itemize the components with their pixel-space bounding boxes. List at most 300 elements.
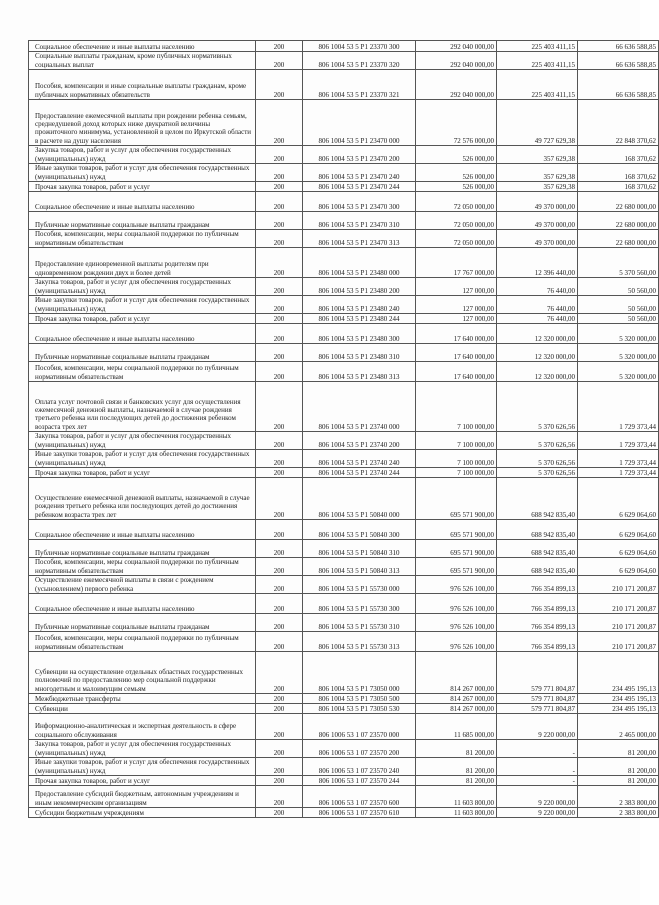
row-classification-code-cell: 806 1004 53 5 P1 55730 000 bbox=[303, 576, 416, 594]
row-name-cell bbox=[29, 324, 256, 344]
row-name-cell bbox=[29, 652, 256, 694]
row-name-text: Прочая закупка товаров, работ и услуг bbox=[35, 182, 150, 191]
row-approved-amount-cell: 17 640 000,00 bbox=[416, 362, 497, 382]
row-name-cell bbox=[29, 344, 256, 362]
row-line-code-cell: 200 bbox=[256, 314, 303, 324]
row-line-code-cell: 200 bbox=[256, 694, 303, 704]
row-classification-code-cell: 806 1004 53 5 P1 23370 321 bbox=[303, 70, 416, 100]
row-approved-amount-cell: 695 571 900,00 bbox=[416, 478, 497, 520]
row-unexecuted-amount-cell: 1 729 373,44 bbox=[578, 468, 659, 478]
row-approved-amount-cell: 976 526 100,00 bbox=[416, 576, 497, 594]
table-row bbox=[29, 758, 659, 776]
table-row bbox=[29, 704, 659, 714]
table-row bbox=[29, 786, 659, 808]
row-name-text: Закупка товаров, работ и услуг для обеспечения государственных (муниципальных) нужд bbox=[35, 740, 232, 757]
row-executed-amount-cell: 766 354 899,13 bbox=[497, 614, 578, 632]
row-executed-amount-cell: 49 370 000,00 bbox=[497, 192, 578, 212]
row-name-cell bbox=[29, 248, 256, 278]
table-row bbox=[29, 776, 659, 786]
table-row bbox=[29, 558, 659, 576]
row-name-text: Прочая закупка товаров, работ и услуг bbox=[35, 314, 150, 323]
row-unexecuted-amount-cell: 50 560,00 bbox=[578, 296, 659, 314]
row-unexecuted-amount-cell: 22 680 000,00 bbox=[578, 230, 659, 248]
row-approved-amount-cell: 81 200,00 bbox=[416, 758, 497, 776]
row-name-cell bbox=[29, 576, 256, 594]
row-executed-amount-cell: 579 771 804,87 bbox=[497, 694, 578, 704]
row-name-text: Предоставление субсидий бюджетным, автономным учреждениям и иным некоммерческим организациям bbox=[35, 790, 239, 807]
row-name-text: Социальное обеспечение и иные выплаты населению bbox=[35, 604, 195, 613]
row-unexecuted-amount-cell: 66 636 588,85 bbox=[578, 70, 659, 100]
row-executed-amount-cell: 12 396 440,00 bbox=[497, 248, 578, 278]
row-classification-code-cell: 806 1004 53 5 P1 23470 000 bbox=[303, 100, 416, 146]
row-executed-amount-cell: 5 370 626,56 bbox=[497, 382, 578, 432]
row-name-text: Закупка товаров, работ и услуг для обеспечения государственных (муниципальных) нужд bbox=[35, 146, 232, 163]
row-approved-amount-cell: 127 000,00 bbox=[416, 314, 497, 324]
row-unexecuted-amount-cell: 5 370 560,00 bbox=[578, 248, 659, 278]
row-executed-amount-cell: 225 403 411,15 bbox=[497, 70, 578, 100]
table-row bbox=[29, 146, 659, 164]
row-executed-amount-cell: 5 370 626,56 bbox=[497, 450, 578, 468]
row-classification-code-cell: 806 1004 53 5 P1 23480 310 bbox=[303, 344, 416, 362]
row-name-text: Осуществление ежемесячной выплаты в связи с рождением (усыновлением) первого ребенка bbox=[35, 576, 214, 593]
row-classification-code-cell: 806 1006 53 1 07 23570 244 bbox=[303, 776, 416, 786]
row-unexecuted-amount-cell: 210 171 200,87 bbox=[578, 614, 659, 632]
row-approved-amount-cell: 526 000,00 bbox=[416, 182, 497, 192]
row-name-cell bbox=[29, 740, 256, 758]
row-line-code-cell: 200 bbox=[256, 146, 303, 164]
row-classification-code-cell: 806 1004 53 5 P1 23470 313 bbox=[303, 230, 416, 248]
row-name-text: Публичные нормативные социальные выплаты гражданам bbox=[35, 622, 210, 631]
row-classification-code-cell: 806 1004 53 5 P1 23480 200 bbox=[303, 278, 416, 296]
table-row bbox=[29, 520, 659, 540]
row-executed-amount-cell: 76 440,00 bbox=[497, 314, 578, 324]
row-unexecuted-amount-cell: 168 370,62 bbox=[578, 182, 659, 192]
row-approved-amount-cell: 976 526 100,00 bbox=[416, 632, 497, 652]
row-approved-amount-cell: 814 267 000,00 bbox=[416, 652, 497, 694]
table-row bbox=[29, 182, 659, 192]
row-line-code-cell: 200 bbox=[256, 776, 303, 786]
row-line-code-cell: 200 bbox=[256, 540, 303, 558]
row-executed-amount-cell: 49 727 629,38 bbox=[497, 100, 578, 146]
row-name-text: Межбюджетные трансферты bbox=[35, 694, 121, 703]
row-name-text: Социальное обеспечение и иные выплаты населению bbox=[35, 334, 195, 343]
table-row bbox=[29, 324, 659, 344]
table-row bbox=[29, 432, 659, 450]
row-name-text: Пособия, компенсации, меры социальной поддержки по публичным нормативным обязательствам bbox=[35, 558, 239, 575]
row-line-code-cell: 200 bbox=[256, 632, 303, 652]
row-executed-amount-cell: 688 942 835,40 bbox=[497, 558, 578, 576]
row-unexecuted-amount-cell: 6 629 064,60 bbox=[578, 520, 659, 540]
row-name-cell bbox=[29, 41, 256, 52]
row-approved-amount-cell: 695 571 900,00 bbox=[416, 520, 497, 540]
row-name-cell bbox=[29, 212, 256, 230]
row-unexecuted-amount-cell: 81 200,00 bbox=[578, 758, 659, 776]
table-row bbox=[29, 540, 659, 558]
row-approved-amount-cell: 292 040 000,00 bbox=[416, 52, 497, 70]
row-classification-code-cell: 806 1004 53 5 P1 23740 000 bbox=[303, 382, 416, 432]
row-classification-code-cell: 806 1004 53 5 P1 23480 240 bbox=[303, 296, 416, 314]
row-executed-amount-cell: 688 942 835,40 bbox=[497, 540, 578, 558]
row-unexecuted-amount-cell: 1 729 373,44 bbox=[578, 382, 659, 432]
row-unexecuted-amount-cell: 2 383 800,00 bbox=[578, 786, 659, 808]
row-unexecuted-amount-cell: 5 320 000,00 bbox=[578, 324, 659, 344]
row-name-text: Закупка товаров, работ и услуг для обеспечения государственных (муниципальных) нужд bbox=[35, 278, 232, 295]
row-approved-amount-cell: 72 050 000,00 bbox=[416, 212, 497, 230]
row-executed-amount-cell: 76 440,00 bbox=[497, 296, 578, 314]
row-line-code-cell: 200 bbox=[256, 594, 303, 614]
row-name-cell bbox=[29, 786, 256, 808]
row-classification-code-cell: 806 1004 53 5 P1 23480 244 bbox=[303, 314, 416, 324]
row-unexecuted-amount-cell: 1 729 373,44 bbox=[578, 450, 659, 468]
row-approved-amount-cell: 526 000,00 bbox=[416, 164, 497, 182]
table-row bbox=[29, 652, 659, 694]
row-name-cell bbox=[29, 192, 256, 212]
row-line-code-cell: 200 bbox=[256, 41, 303, 52]
row-executed-amount-cell: 12 320 000,00 bbox=[497, 362, 578, 382]
row-executed-amount-cell: - bbox=[497, 740, 578, 758]
row-executed-amount-cell: 766 354 899,13 bbox=[497, 632, 578, 652]
row-name-cell bbox=[29, 296, 256, 314]
budget-execution-table bbox=[28, 40, 659, 818]
table-row bbox=[29, 740, 659, 758]
row-executed-amount-cell: 225 403 411,15 bbox=[497, 41, 578, 52]
row-classification-code-cell: 806 1004 53 5 P1 55730 300 bbox=[303, 594, 416, 614]
row-name-cell bbox=[29, 382, 256, 432]
row-approved-amount-cell: 72 576 000,00 bbox=[416, 100, 497, 146]
row-executed-amount-cell: 9 220 000,00 bbox=[497, 786, 578, 808]
table-row bbox=[29, 714, 659, 740]
row-line-code-cell: 200 bbox=[256, 278, 303, 296]
row-approved-amount-cell: 976 526 100,00 bbox=[416, 614, 497, 632]
row-name-cell bbox=[29, 694, 256, 704]
row-classification-code-cell: 806 1004 53 5 P1 23480 000 bbox=[303, 248, 416, 278]
row-name-text: Оплата услуг почтовой связи и банковских услуг для осуществления ежемесячной денежной выплаты, назначаемой в случае рождения третьего ребенка или последующих детей до достижения ребенком возраста трех лет bbox=[35, 397, 241, 431]
row-line-code-cell: 200 bbox=[256, 192, 303, 212]
row-unexecuted-amount-cell: 81 200,00 bbox=[578, 776, 659, 786]
row-classification-code-cell: 806 1004 53 5 P1 23370 300 bbox=[303, 41, 416, 52]
table-row bbox=[29, 192, 659, 212]
row-name-cell bbox=[29, 758, 256, 776]
row-executed-amount-cell: 766 354 899,13 bbox=[497, 594, 578, 614]
table-row bbox=[29, 362, 659, 382]
row-name-text: Субвенции bbox=[35, 704, 68, 713]
row-line-code-cell: 200 bbox=[256, 164, 303, 182]
row-classification-code-cell: 806 1004 53 5 P1 55730 310 bbox=[303, 614, 416, 632]
row-classification-code-cell: 806 1004 53 5 P1 73050 500 bbox=[303, 694, 416, 704]
table-row bbox=[29, 594, 659, 614]
row-approved-amount-cell: 814 267 000,00 bbox=[416, 704, 497, 714]
row-name-cell bbox=[29, 808, 256, 818]
row-executed-amount-cell: 9 220 000,00 bbox=[497, 808, 578, 818]
row-executed-amount-cell: 766 354 899,13 bbox=[497, 576, 578, 594]
row-line-code-cell: 200 bbox=[256, 614, 303, 632]
row-unexecuted-amount-cell: 66 636 588,85 bbox=[578, 52, 659, 70]
table-row bbox=[29, 100, 659, 146]
row-classification-code-cell: 806 1004 53 5 P1 23740 200 bbox=[303, 432, 416, 450]
row-executed-amount-cell: 579 771 804,87 bbox=[497, 652, 578, 694]
row-classification-code-cell: 806 1006 53 1 07 23570 610 bbox=[303, 808, 416, 818]
row-approved-amount-cell: 976 526 100,00 bbox=[416, 594, 497, 614]
row-line-code-cell: 200 bbox=[256, 230, 303, 248]
table-row bbox=[29, 576, 659, 594]
row-unexecuted-amount-cell: 6 629 064,60 bbox=[578, 558, 659, 576]
row-classification-code-cell: 806 1004 53 5 P1 50840 300 bbox=[303, 520, 416, 540]
table-row bbox=[29, 212, 659, 230]
row-name-text: Пособия, компенсации, меры социальной поддержки по публичным нормативным обязательствам bbox=[35, 364, 239, 381]
row-classification-code-cell: 806 1004 53 5 P1 50840 310 bbox=[303, 540, 416, 558]
table-row bbox=[29, 248, 659, 278]
row-executed-amount-cell: 12 320 000,00 bbox=[497, 324, 578, 344]
row-classification-code-cell: 806 1004 53 5 P1 23470 244 bbox=[303, 182, 416, 192]
row-unexecuted-amount-cell: 1 729 373,44 bbox=[578, 432, 659, 450]
row-unexecuted-amount-cell: 234 495 195,13 bbox=[578, 694, 659, 704]
row-name-text: Иные закупки товаров, работ и услуг для обеспечения государственных (муниципальных) нужд bbox=[35, 450, 250, 467]
row-approved-amount-cell: 81 200,00 bbox=[416, 740, 497, 758]
row-name-cell bbox=[29, 432, 256, 450]
table-row bbox=[29, 52, 659, 70]
row-line-code-cell: 200 bbox=[256, 182, 303, 192]
row-name-cell bbox=[29, 100, 256, 146]
row-approved-amount-cell: 127 000,00 bbox=[416, 296, 497, 314]
row-name-text: Публичные нормативные социальные выплаты гражданам bbox=[35, 352, 210, 361]
row-classification-code-cell: 806 1004 53 5 P1 73050 530 bbox=[303, 704, 416, 714]
row-approved-amount-cell: 72 050 000,00 bbox=[416, 230, 497, 248]
row-approved-amount-cell: 526 000,00 bbox=[416, 146, 497, 164]
row-name-text: Социальное обеспечение и иные выплаты населению bbox=[35, 530, 195, 539]
row-approved-amount-cell: 127 000,00 bbox=[416, 278, 497, 296]
row-name-cell bbox=[29, 704, 256, 714]
row-classification-code-cell: 806 1004 53 5 P1 23740 244 bbox=[303, 468, 416, 478]
row-name-cell bbox=[29, 614, 256, 632]
row-name-cell bbox=[29, 594, 256, 614]
table-row bbox=[29, 344, 659, 362]
row-approved-amount-cell: 7 100 000,00 bbox=[416, 382, 497, 432]
row-name-cell bbox=[29, 230, 256, 248]
row-approved-amount-cell: 11 685 000,00 bbox=[416, 714, 497, 740]
row-classification-code-cell: 806 1004 53 5 P1 23470 200 bbox=[303, 146, 416, 164]
table-row bbox=[29, 41, 659, 52]
row-approved-amount-cell: 72 050 000,00 bbox=[416, 192, 497, 212]
table-row bbox=[29, 382, 659, 432]
row-name-cell bbox=[29, 714, 256, 740]
row-line-code-cell: 200 bbox=[256, 344, 303, 362]
row-name-text: Иные закупки товаров, работ и услуг для обеспечения государственных (муниципальных) нужд bbox=[35, 164, 250, 181]
row-approved-amount-cell: 17 640 000,00 bbox=[416, 324, 497, 344]
row-line-code-cell: 200 bbox=[256, 576, 303, 594]
row-unexecuted-amount-cell: 22 680 000,00 bbox=[578, 212, 659, 230]
row-unexecuted-amount-cell: 22 680 000,00 bbox=[578, 192, 659, 212]
row-unexecuted-amount-cell: 6 629 064,60 bbox=[578, 540, 659, 558]
row-executed-amount-cell: 5 370 626,56 bbox=[497, 468, 578, 478]
row-unexecuted-amount-cell: 6 629 064,60 bbox=[578, 478, 659, 520]
row-line-code-cell: 200 bbox=[256, 324, 303, 344]
row-classification-code-cell: 806 1004 53 5 P1 55730 313 bbox=[303, 632, 416, 652]
row-line-code-cell: 200 bbox=[256, 808, 303, 818]
row-name-cell bbox=[29, 478, 256, 520]
row-line-code-cell: 200 bbox=[256, 520, 303, 540]
row-classification-code-cell: 806 1004 53 5 P1 50840 313 bbox=[303, 558, 416, 576]
row-unexecuted-amount-cell: 168 370,62 bbox=[578, 146, 659, 164]
row-name-cell bbox=[29, 164, 256, 182]
row-name-cell bbox=[29, 558, 256, 576]
row-line-code-cell: 200 bbox=[256, 740, 303, 758]
row-line-code-cell: 200 bbox=[256, 212, 303, 230]
row-name-text: Прочая закупка товаров, работ и услуг bbox=[35, 776, 150, 785]
row-line-code-cell: 200 bbox=[256, 70, 303, 100]
row-line-code-cell: 200 bbox=[256, 100, 303, 146]
row-name-cell bbox=[29, 776, 256, 786]
row-unexecuted-amount-cell: 5 320 000,00 bbox=[578, 344, 659, 362]
row-unexecuted-amount-cell: 22 848 370,62 bbox=[578, 100, 659, 146]
row-classification-code-cell: 806 1004 53 5 P1 23470 300 bbox=[303, 192, 416, 212]
row-name-text: Предоставление единовременной выплаты родителям при одновременном рождении двух и более детей bbox=[35, 260, 209, 277]
row-line-code-cell: 200 bbox=[256, 450, 303, 468]
row-name-text: Социальные выплаты гражданам, кроме публичных нормативных социальных выплат bbox=[35, 52, 232, 69]
row-classification-code-cell: 806 1006 53 1 07 23570 200 bbox=[303, 740, 416, 758]
row-classification-code-cell: 806 1004 53 5 P1 23470 310 bbox=[303, 212, 416, 230]
row-unexecuted-amount-cell: 210 171 200,87 bbox=[578, 576, 659, 594]
row-approved-amount-cell: 695 571 900,00 bbox=[416, 558, 497, 576]
row-name-cell bbox=[29, 362, 256, 382]
row-approved-amount-cell: 814 267 000,00 bbox=[416, 694, 497, 704]
row-name-cell bbox=[29, 146, 256, 164]
row-line-code-cell: 200 bbox=[256, 478, 303, 520]
row-executed-amount-cell: - bbox=[497, 776, 578, 786]
row-executed-amount-cell: 357 629,38 bbox=[497, 182, 578, 192]
row-executed-amount-cell: 49 370 000,00 bbox=[497, 230, 578, 248]
row-name-cell bbox=[29, 468, 256, 478]
row-classification-code-cell: 806 1004 53 5 P1 50840 000 bbox=[303, 478, 416, 520]
row-name-text: Публичные нормативные социальные выплаты гражданам bbox=[35, 548, 210, 557]
row-approved-amount-cell: 292 040 000,00 bbox=[416, 70, 497, 100]
row-name-text: Осуществление ежемесячной денежной выплаты, назначаемой в случае рождения третьего ребенка или последующих детей до достижения ребенком возраста трех лет bbox=[35, 494, 250, 519]
row-name-text: Субсидии бюджетным учреждениям bbox=[35, 808, 144, 817]
row-name-cell bbox=[29, 278, 256, 296]
row-line-code-cell: 200 bbox=[256, 52, 303, 70]
row-name-text: Пособия, компенсации, меры социальной поддержки по публичным нормативным обязательствам bbox=[35, 230, 239, 247]
row-line-code-cell: 200 bbox=[256, 714, 303, 740]
row-unexecuted-amount-cell: 50 560,00 bbox=[578, 278, 659, 296]
row-name-cell bbox=[29, 182, 256, 192]
table-row bbox=[29, 632, 659, 652]
row-approved-amount-cell: 17 640 000,00 bbox=[416, 344, 497, 362]
row-classification-code-cell: 806 1006 53 1 07 23570 000 bbox=[303, 714, 416, 740]
row-approved-amount-cell: 7 100 000,00 bbox=[416, 450, 497, 468]
row-executed-amount-cell: 225 403 411,15 bbox=[497, 52, 578, 70]
table-row bbox=[29, 296, 659, 314]
row-name-cell bbox=[29, 520, 256, 540]
row-name-text: Иные закупки товаров, работ и услуг для обеспечения государственных (муниципальных) нужд bbox=[35, 758, 250, 775]
row-executed-amount-cell: 12 320 000,00 bbox=[497, 344, 578, 362]
row-line-code-cell: 200 bbox=[256, 558, 303, 576]
row-unexecuted-amount-cell: 210 171 200,87 bbox=[578, 594, 659, 614]
row-unexecuted-amount-cell: 5 320 000,00 bbox=[578, 362, 659, 382]
row-unexecuted-amount-cell: 2 383 800,00 bbox=[578, 808, 659, 818]
table-row bbox=[29, 478, 659, 520]
row-unexecuted-amount-cell: 234 495 195,13 bbox=[578, 652, 659, 694]
row-executed-amount-cell: 49 370 000,00 bbox=[497, 212, 578, 230]
row-executed-amount-cell: 357 629,38 bbox=[497, 164, 578, 182]
table-row bbox=[29, 614, 659, 632]
row-classification-code-cell: 806 1004 53 5 P1 23480 300 bbox=[303, 324, 416, 344]
table-row bbox=[29, 468, 659, 478]
table-row bbox=[29, 694, 659, 704]
row-name-text: Предоставление ежемесячной выплаты при рождении ребенка семьям, среднедушевой доход которых ниже двукратной величины прожиточного минимума, установленной в целом по Иркутской области в расчете на душу населения bbox=[35, 111, 252, 145]
table-body bbox=[29, 41, 659, 818]
row-unexecuted-amount-cell: 2 465 000,00 bbox=[578, 714, 659, 740]
row-classification-code-cell: 806 1004 53 5 P1 23470 240 bbox=[303, 164, 416, 182]
row-classification-code-cell: 806 1004 53 5 P1 23740 240 bbox=[303, 450, 416, 468]
row-unexecuted-amount-cell: 234 495 195,13 bbox=[578, 704, 659, 714]
row-line-code-cell: 200 bbox=[256, 786, 303, 808]
row-name-cell bbox=[29, 632, 256, 652]
row-line-code-cell: 200 bbox=[256, 382, 303, 432]
row-executed-amount-cell: 688 942 835,40 bbox=[497, 520, 578, 540]
row-approved-amount-cell: 11 603 800,00 bbox=[416, 786, 497, 808]
row-name-text: Иные закупки товаров, работ и услуг для обеспечения государственных (муниципальных) нужд bbox=[35, 296, 250, 313]
table-row bbox=[29, 230, 659, 248]
table-row bbox=[29, 70, 659, 100]
row-approved-amount-cell: 695 571 900,00 bbox=[416, 540, 497, 558]
row-unexecuted-amount-cell: 50 560,00 bbox=[578, 314, 659, 324]
table-row bbox=[29, 314, 659, 324]
row-classification-code-cell: 806 1004 53 5 P1 73050 000 bbox=[303, 652, 416, 694]
row-line-code-cell: 200 bbox=[256, 362, 303, 382]
row-approved-amount-cell: 11 603 800,00 bbox=[416, 808, 497, 818]
row-unexecuted-amount-cell: 66 636 588,85 bbox=[578, 41, 659, 52]
row-executed-amount-cell: - bbox=[497, 758, 578, 776]
row-executed-amount-cell: 579 771 804,87 bbox=[497, 704, 578, 714]
row-unexecuted-amount-cell: 81 200,00 bbox=[578, 740, 659, 758]
row-approved-amount-cell: 292 040 000,00 bbox=[416, 41, 497, 52]
row-approved-amount-cell: 81 200,00 bbox=[416, 776, 497, 786]
row-name-text: Пособия, компенсации и иные социальные выплаты гражданам, кроме публичных нормативных обязательств bbox=[35, 82, 247, 99]
row-approved-amount-cell: 7 100 000,00 bbox=[416, 432, 497, 450]
row-executed-amount-cell: 9 220 000,00 bbox=[497, 714, 578, 740]
row-name-cell bbox=[29, 70, 256, 100]
row-line-code-cell: 200 bbox=[256, 652, 303, 694]
row-line-code-cell: 200 bbox=[256, 248, 303, 278]
row-name-cell bbox=[29, 540, 256, 558]
row-name-text: Информационно-аналитическая и экспертная деятельность в сфере социального обслуживания bbox=[35, 722, 237, 739]
row-unexecuted-amount-cell: 210 171 200,87 bbox=[578, 632, 659, 652]
row-name-text: Публичные нормативные социальные выплаты гражданам bbox=[35, 220, 210, 229]
row-name-cell bbox=[29, 450, 256, 468]
row-name-text: Социальное обеспечение и иные выплаты населению bbox=[35, 202, 195, 211]
row-name-text: Закупка товаров, работ и услуг для обеспечения государственных (муниципальных) нужд bbox=[35, 432, 232, 449]
table-row bbox=[29, 808, 659, 818]
row-name-cell bbox=[29, 52, 256, 70]
row-line-code-cell: 200 bbox=[256, 468, 303, 478]
row-approved-amount-cell: 17 767 000,00 bbox=[416, 248, 497, 278]
row-executed-amount-cell: 5 370 626,56 bbox=[497, 432, 578, 450]
row-classification-code-cell: 806 1004 53 5 P1 23480 313 bbox=[303, 362, 416, 382]
row-line-code-cell: 200 bbox=[256, 296, 303, 314]
row-name-text: Социальное обеспечение и иные выплаты населению bbox=[35, 42, 195, 51]
row-classification-code-cell: 806 1006 53 1 07 23570 240 bbox=[303, 758, 416, 776]
row-line-code-cell: 200 bbox=[256, 758, 303, 776]
table-row bbox=[29, 278, 659, 296]
row-line-code-cell: 200 bbox=[256, 704, 303, 714]
row-classification-code-cell: 806 1004 53 5 P1 23370 320 bbox=[303, 52, 416, 70]
table-row bbox=[29, 450, 659, 468]
row-line-code-cell: 200 bbox=[256, 432, 303, 450]
row-executed-amount-cell: 76 440,00 bbox=[497, 278, 578, 296]
row-unexecuted-amount-cell: 168 370,62 bbox=[578, 164, 659, 182]
row-executed-amount-cell: 357 629,38 bbox=[497, 146, 578, 164]
row-name-text: Субвенции на осуществление отдельных областных государственных полномочий по предоставлению мер социальной поддержки многодетным и малоимущим семьям bbox=[35, 668, 243, 693]
row-name-text: Пособия, компенсации, меры социальной поддержки по публичным нормативным обязательствам bbox=[35, 634, 239, 651]
